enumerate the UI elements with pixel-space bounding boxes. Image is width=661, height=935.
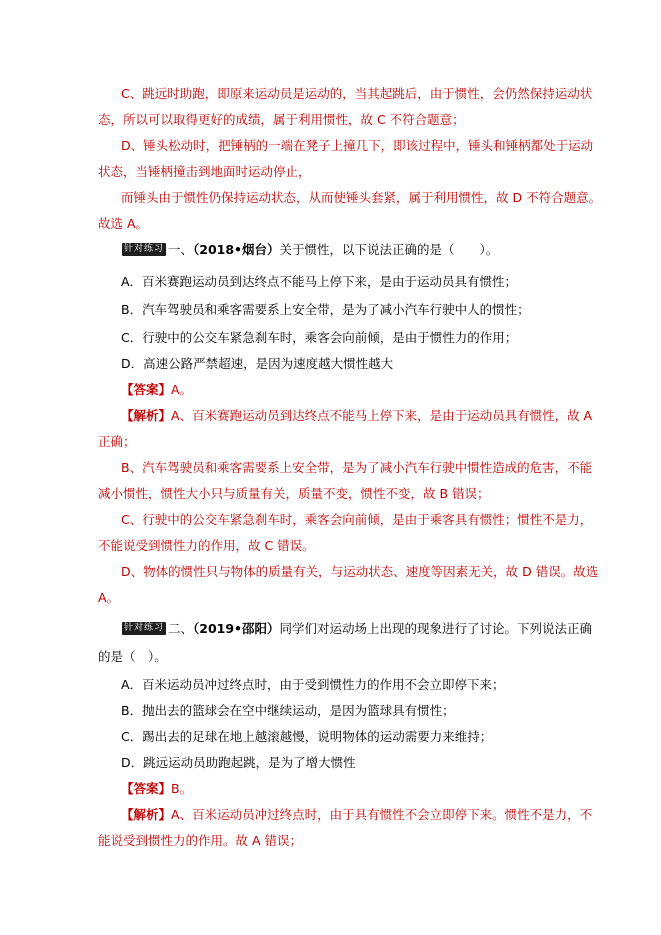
option-c: C．踢出去的足球在地上越滚越慢，说明物体的运动需要力来维持； — [121, 729, 493, 744]
analysis-line: C、行驶中的公交车紧急刹车时，乘客会向前倾，是由于乘客具有惯性；惯性不是力， — [121, 512, 593, 527]
analysis-line: B、汽车驾驶员和乘客需要系上安全带，是为了减小汽车行驶中惯性造成的危害，不能 — [121, 460, 593, 475]
analysis-line — [121, 407, 592, 425]
paragraph-line: C、跳远时助跑，即原来运动员是运动的，当其起跳后，由于惯性，会仍然保持运动状 — [121, 86, 593, 101]
analysis-label: 【解析】 — [121, 807, 172, 822]
paragraph-line: 故选 A。 — [98, 216, 149, 231]
option-d: D．高速公路严禁超速，是因为速度越大惯性越大 — [121, 356, 394, 371]
paragraph-line: 而锤头由于惯性仍保持运动状态，从而使锤头套紧，属于利用惯性，故 D 不符合题意。 — [121, 190, 602, 205]
analysis-line: D、物体的惯性只与物体的质量有关，与运动状态、速度等因素无关，故 D 错误。故选 — [121, 564, 599, 579]
analysis-line: 能说受到惯性力的作用。故 A 错误； — [98, 833, 302, 848]
option-a: A．百米运动员冲过终点时，由于受到惯性力的作用不会立即停下来； — [121, 677, 505, 692]
option-b: B．汽车驾驶员和乘客需要系上安全带，是为了减小汽车行驶中人的惯性； — [121, 302, 530, 317]
option-b: B．抛出去的篮球会在空中继续运动，是因为篮球具有惯性； — [121, 703, 455, 718]
practice-badge: 针对练习 — [123, 244, 164, 254]
analysis-label: 【解析】 — [121, 408, 172, 423]
answer-line — [121, 381, 192, 399]
analysis-text: A、百米赛跑运动员到达终点不能马上停下来，是由于运动员具有惯性，故 A — [171, 408, 593, 423]
question-source: （2018•烟台） — [193, 242, 280, 257]
question-source: （2019•邵阳） — [193, 621, 280, 636]
answer-line — [121, 780, 192, 798]
analysis-line: 不能说受到惯性力的作用，故 C 错误。 — [98, 538, 315, 553]
analysis-line: 正确； — [98, 434, 136, 449]
analysis-text: A、百米运动员冲过终点时，由于具有惯性不会立即停下来。惯性不是力，不 — [171, 807, 593, 822]
option-c: C．行驶中的公交车紧急刹车时，乘客会向前倾，是由于惯性力的作用； — [121, 330, 518, 345]
question-2-header — [168, 620, 592, 638]
option-a: A．百米赛跑运动员到达终点不能马上停下来，是由于运动员具有惯性； — [121, 274, 518, 289]
analysis-line: A。 — [98, 590, 120, 605]
question-stem-continued: 的是（ ）。 — [98, 649, 167, 664]
answer-value: B。 — [171, 781, 193, 796]
question-number: 一、 — [168, 242, 194, 257]
question-stem: 关于惯性，以下说法正确的是（ ）。 — [279, 242, 499, 257]
answer-value: A。 — [171, 382, 193, 397]
option-d: D．跳远运动员助跑起跳，是为了增大惯性 — [121, 755, 356, 770]
question-number: 二、 — [168, 621, 194, 636]
analysis-line: 减小惯性，惯性大小只与质量有关，质量不变，惯性不变，故 B 错误； — [98, 486, 490, 501]
paragraph-line: D、锤头松动时，把锤柄的一端在凳子上撞几下，即该过程中，锤头和锤柄都处于运动 — [121, 138, 594, 153]
answer-label: 【答案】 — [121, 781, 172, 796]
answer-label: 【答案】 — [121, 382, 172, 397]
question-stem: 同学们对运动场上出现的现象进行了讨论。下列说法正确 — [279, 621, 593, 636]
paragraph-line: 态，所以可以取得更好的成绩，属于利用惯性，故 C 不符合题意； — [98, 112, 465, 127]
analysis-line — [121, 806, 592, 824]
practice-badge: 针对练习 — [123, 623, 164, 633]
paragraph-line: 状态，当锤柄撞击到地面时运动停止， — [98, 164, 311, 179]
question-1-header — [168, 241, 498, 259]
